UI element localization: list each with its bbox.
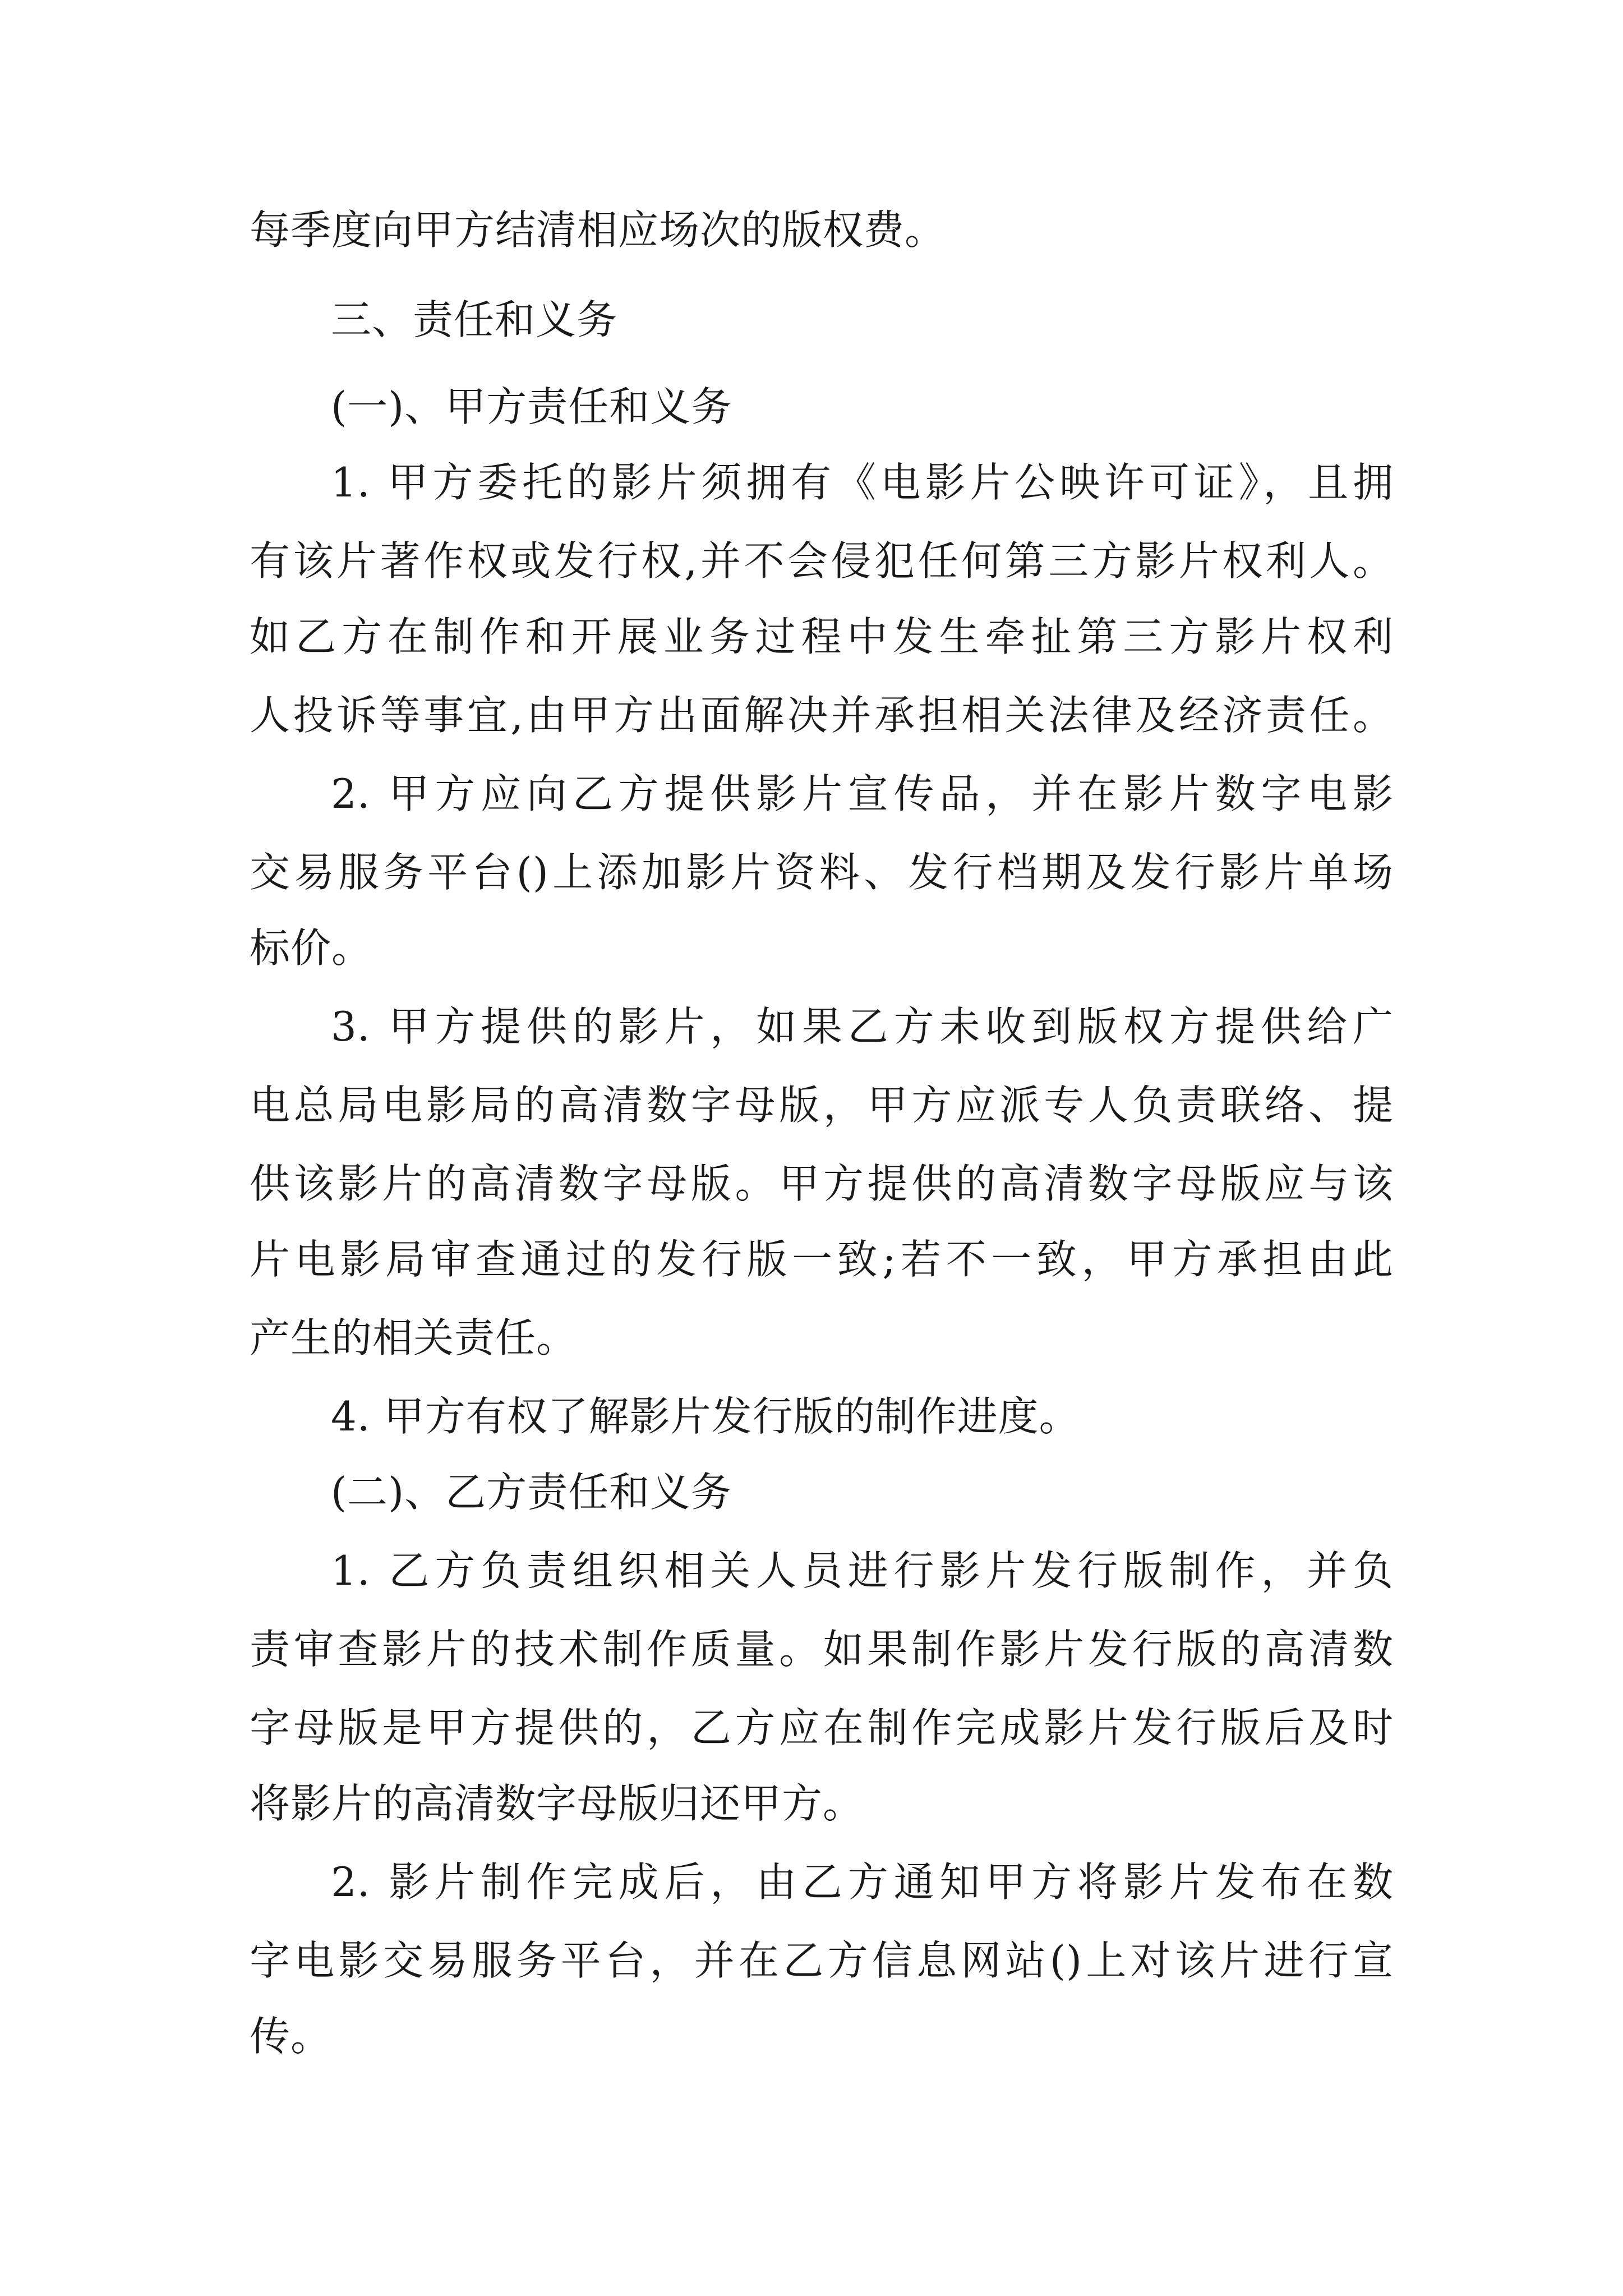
paragraph-line: 如乙方在制作和开展业务过程中发生牵扯第三方影片权利 xyxy=(250,613,1394,660)
paragraph-line: 片电影局审查通过的发行版一致;若不一致，甲方承担由此 xyxy=(250,1236,1394,1283)
paragraph-line: 供该影片的高清数字母版。甲方提供的高清数字母版应与该 xyxy=(250,1160,1394,1207)
paragraph-line: 交易服务平台()上添加影片资料、发行档期及发行影片单场 xyxy=(250,849,1394,896)
paragraph-line: 每季度向甲方结清相应场次的版权费。 xyxy=(250,206,946,254)
paragraph-line: 产生的相关责任。 xyxy=(250,1314,578,1361)
paragraph-line: 有该片著作权或发行权,并不会侵犯任何第三方影片权利人。 xyxy=(250,537,1394,585)
paragraph-line: 字母版是甲方提供的，乙方应在制作完成影片发行版后及时 xyxy=(250,1704,1394,1751)
subsection-heading: (一)、甲方责任和义务 xyxy=(331,383,732,430)
paragraph-line: 1. 乙方负责组织相关人员进行影片发行版制作，并负 xyxy=(331,1547,1394,1594)
section-heading: 三、责任和义务 xyxy=(331,296,618,343)
paragraph-line: 标价。 xyxy=(250,924,373,972)
paragraph-line: 将影片的高清数字母版归还甲方。 xyxy=(250,1780,864,1827)
paragraph-line: 电总局电影局的高清数字母版，甲方应派专人负责联络、提 xyxy=(250,1082,1394,1129)
paragraph-line: 人投诉等事宜,由甲方出面解决并承担相关法律及经济责任。 xyxy=(250,692,1394,739)
paragraph-line: 字电影交易服务平台，并在乙方信息网站()上对该片进行宣 xyxy=(250,1937,1394,1984)
paragraph-line: 2. 影片制作完成后，由乙方通知甲方将影片发布在数 xyxy=(331,1858,1394,1906)
paragraph-line: 1. 甲方委托的影片须拥有《电影片公映许可证》，且拥 xyxy=(331,459,1394,506)
paragraph-line: 3. 甲方提供的影片，如果乙方未收到版权方提供给广 xyxy=(331,1003,1394,1050)
paragraph-line: 4. 甲方有权了解影片发行版的制作进度。 xyxy=(331,1393,1080,1440)
paragraph-line: 传。 xyxy=(250,2013,332,2060)
paragraph-line: 责审查影片的技术制作质量。如果制作影片发行版的高清数 xyxy=(250,1626,1394,1673)
subsection-heading: (二)、乙方责任和义务 xyxy=(331,1469,732,1516)
paragraph-line: 2. 甲方应向乙方提供影片宣传品，并在影片数字电影 xyxy=(331,770,1394,817)
